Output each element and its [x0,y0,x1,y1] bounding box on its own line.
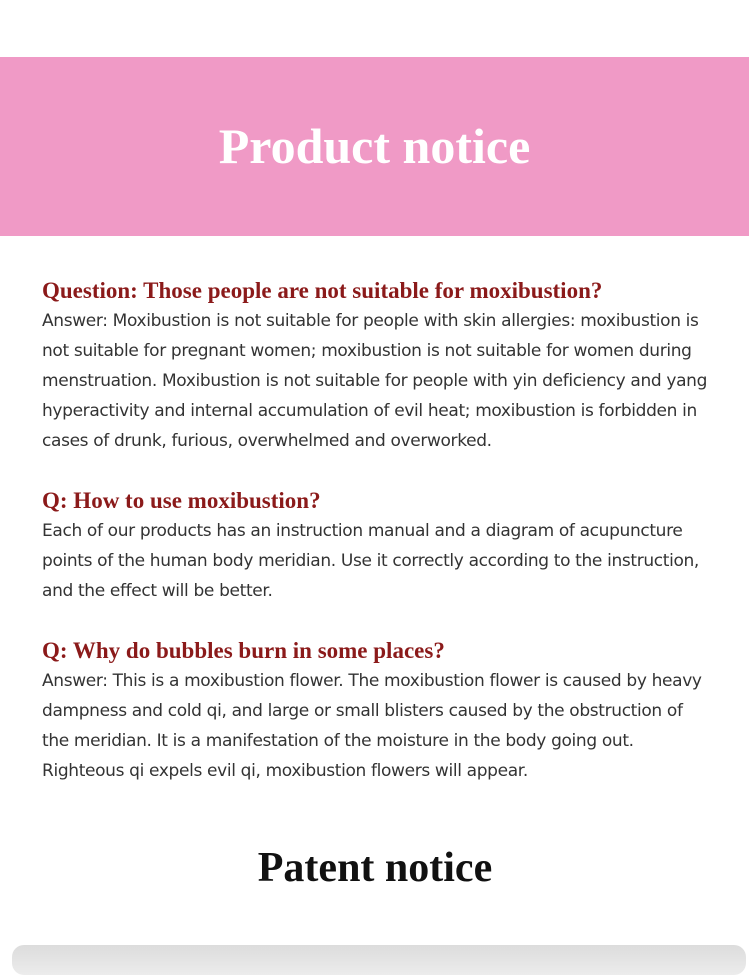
faq-item [42,486,714,606]
patent-notice-title: Patent notice [257,845,493,891]
faq-answer: Answer: Moxibustion is not suitable for people with skin allergies: moxibustion is not suitable for pregnant women; moxibustion is not suitable for women during menstruation. Moxibustion is not suitable for people with yin deficiency and yang hyperactivity and internal accumulation of evil heat; moxibustion is forbidden in cases of drunk, furious, overwhelmed and overworked. [42,311,708,451]
faq-question: Q: Why do bubbles burn in some places? [42,638,445,663]
product-notice-banner [0,57,749,236]
faq-item [42,636,714,786]
faq-question: Q: How to use moxibustion? [42,488,321,513]
faq-question: Question: Those people are not suitable for moxibustion? [42,278,603,303]
faq-answer: Answer: This is a moxibustion flower. The moxibustion flower is caused by heavy dampness and cold qi, and large or small blisters caused by the obstruction of the meridian. It is a manifestation of the moisture in the body going out. Righteous qi expels evil qi, moxibustion flowers will appear. [42,671,702,781]
patent-card [12,945,746,975]
product-notice-title: Product notice [218,118,531,174]
faq-item [42,276,714,456]
faq-answer: Each of our products has an instruction manual and a diagram of acupuncture points of the human body meridian. Use it correctly according to the instruction, and the effect will be better. [42,521,699,601]
